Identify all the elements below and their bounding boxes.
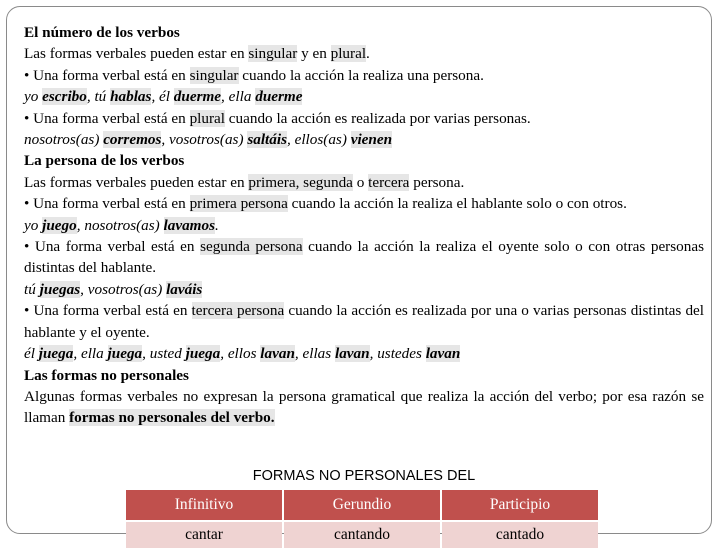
persona-example-primera: yo juego, nosotros(as) lavamos. <box>24 216 219 234</box>
numero-example-plural: nosotros(as) corremos, vosotros(as) saltáis, ellos(as) vienen <box>24 131 393 149</box>
persona-bullet-primera: • Una forma verbal está en primera persona cuando la acción la realiza el hablante solo o con otros. <box>24 195 627 213</box>
header-participio: Participio <box>442 490 598 520</box>
numero-intro: Las formas verbales pueden estar en singular y en plural. <box>24 45 370 63</box>
non-personal-forms-table <box>124 488 600 550</box>
cell-gerundio: cantando <box>284 522 440 548</box>
slide-content <box>24 22 705 544</box>
section-title-numero: El número de los verbos <box>24 24 180 41</box>
header-infinitivo: Infinitivo <box>126 490 282 520</box>
cell-participio: cantado <box>442 522 598 548</box>
no-personales-body: Algunas formas verbales no expresan la persona gramatical que realiza la acción del verbo; por esa razón se llaman formas no personales del verbo. <box>24 387 704 427</box>
persona-bullet-tercera: • Una forma verbal está en tercera persona cuando la acción es realizada por una o varias personas distintas del hablante y el oyente. <box>24 302 705 341</box>
persona-bullet-segunda: • Una forma verbal está en segunda persona cuando la acción la realiza el oyente solo o con otras personas distintas del hablante. <box>24 238 704 277</box>
numero-bullet-singular: • Una forma verbal está en singular cuando la acción la realiza una persona. <box>24 66 484 84</box>
table-header-row <box>126 490 598 520</box>
numero-example-singular: yo escribo, tú hablas, él duerme, ella duerme <box>24 88 303 106</box>
numero-bullet-plural: • Una forma verbal está en plural cuando la acción es realizada por varias personas. <box>24 109 531 127</box>
table-row <box>126 522 598 548</box>
section-title-persona: La persona de los verbos <box>24 152 185 170</box>
header-gerundio: Gerundio <box>284 490 440 520</box>
persona-example-segunda: tú juegas, vosotros(as) laváis <box>24 280 203 298</box>
section-title-no-personales: Las formas no personales <box>24 366 189 384</box>
cell-infinitivo: cantar <box>126 522 282 548</box>
persona-intro: Las formas verbales pueden estar en primera, segunda o tercera persona. <box>24 173 465 191</box>
persona-example-tercera: él juega, ella juega, usted juega, ellos lavan, ellas lavan, ustedes lavan <box>24 345 461 363</box>
table-caption: FORMAS NO PERSONALES DEL <box>252 468 476 484</box>
